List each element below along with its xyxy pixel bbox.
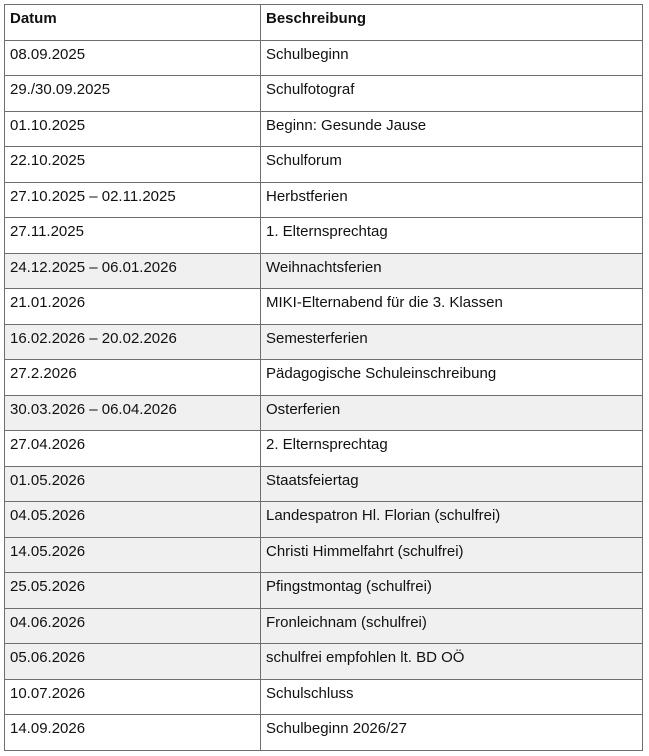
- description-cell: Weihnachtsferien: [261, 253, 643, 289]
- date-cell: 22.10.2025: [5, 147, 261, 183]
- description-cell: Schulbeginn: [261, 40, 643, 76]
- description-cell: Christi Himmelfahrt (schulfrei): [261, 537, 643, 573]
- table-row: [5, 111, 643, 147]
- description-cell: Beginn: Gesunde Jause: [261, 111, 643, 147]
- description-cell: MIKI-Elternabend für die 3. Klassen: [261, 289, 643, 325]
- school-calendar-table: [4, 4, 643, 751]
- description-cell: Fronleichnam (schulfrei): [261, 608, 643, 644]
- date-cell: 27.2.2026: [5, 360, 261, 396]
- table-header-row: [5, 5, 643, 41]
- description-cell: Schulschluss: [261, 679, 643, 715]
- date-cell: 27.10.2025 – 02.11.2025: [5, 182, 261, 218]
- table-row: [5, 466, 643, 502]
- table-row: [5, 40, 643, 76]
- date-cell: 25.05.2026: [5, 573, 261, 609]
- table-row: [5, 76, 643, 112]
- date-cell: 27.11.2025: [5, 218, 261, 254]
- header-beschreibung: Beschreibung: [261, 5, 643, 41]
- table-row: [5, 218, 643, 254]
- date-cell: 01.05.2026: [5, 466, 261, 502]
- date-cell: 08.09.2025: [5, 40, 261, 76]
- date-cell: 24.12.2025 – 06.01.2026: [5, 253, 261, 289]
- table-row: [5, 502, 643, 538]
- description-cell: Schulbeginn 2026/27: [261, 715, 643, 751]
- table-row: [5, 253, 643, 289]
- date-cell: 30.03.2026 – 06.04.2026: [5, 395, 261, 431]
- description-cell: Schulfotograf: [261, 76, 643, 112]
- description-cell: 1. Elternsprechtag: [261, 218, 643, 254]
- table-row: [5, 537, 643, 573]
- description-cell: Herbstferien: [261, 182, 643, 218]
- description-cell: 2. Elternsprechtag: [261, 431, 643, 467]
- date-cell: 04.06.2026: [5, 608, 261, 644]
- date-cell: 01.10.2025: [5, 111, 261, 147]
- date-cell: 10.07.2026: [5, 679, 261, 715]
- date-cell: 27.04.2026: [5, 431, 261, 467]
- table-row: [5, 182, 643, 218]
- table-row: [5, 573, 643, 609]
- description-cell: Semesterferien: [261, 324, 643, 360]
- date-cell: 04.05.2026: [5, 502, 261, 538]
- description-cell: schulfrei empfohlen lt. BD OÖ: [261, 644, 643, 680]
- description-cell: Staatsfeiertag: [261, 466, 643, 502]
- date-cell: 16.02.2026 – 20.02.2026: [5, 324, 261, 360]
- date-cell: 29./30.09.2025: [5, 76, 261, 112]
- description-cell: Schulforum: [261, 147, 643, 183]
- table-row: [5, 289, 643, 325]
- table-row: [5, 715, 643, 751]
- description-cell: Pfingstmontag (schulfrei): [261, 573, 643, 609]
- table-row: [5, 395, 643, 431]
- table-body: [5, 40, 643, 750]
- table-row: [5, 644, 643, 680]
- table-row: [5, 679, 643, 715]
- date-cell: 05.06.2026: [5, 644, 261, 680]
- table-row: [5, 431, 643, 467]
- description-cell: Osterferien: [261, 395, 643, 431]
- date-cell: 14.05.2026: [5, 537, 261, 573]
- table-row: [5, 147, 643, 183]
- table-row: [5, 324, 643, 360]
- description-cell: Pädagogische Schuleinschreibung: [261, 360, 643, 396]
- description-cell: Landespatron Hl. Florian (schulfrei): [261, 502, 643, 538]
- date-cell: 14.09.2026: [5, 715, 261, 751]
- table-row: [5, 608, 643, 644]
- header-datum: Datum: [5, 5, 261, 41]
- date-cell: 21.01.2026: [5, 289, 261, 325]
- table-row: [5, 360, 643, 396]
